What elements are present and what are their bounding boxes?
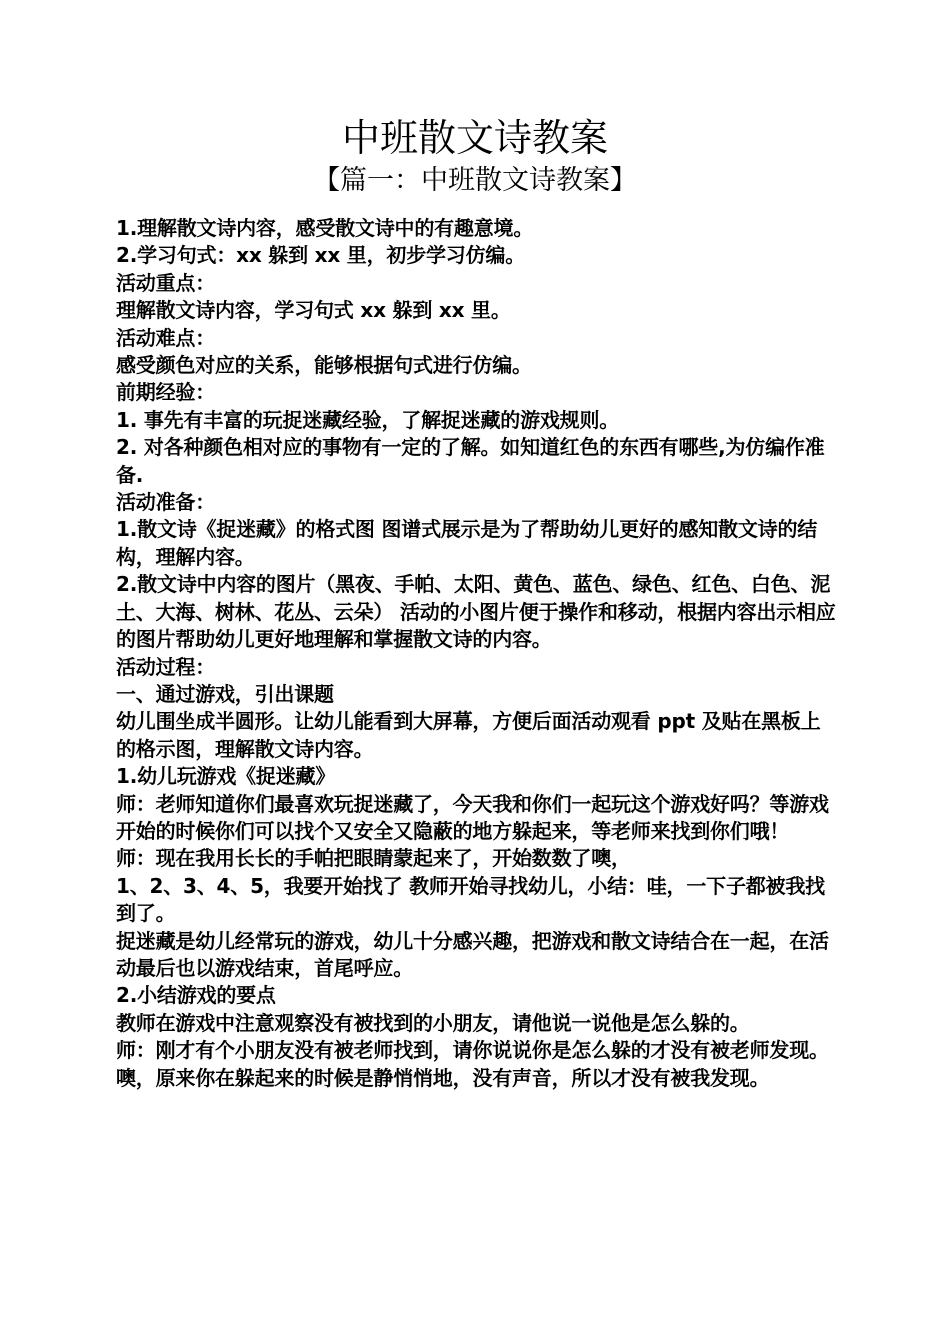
body-paragraph: 教师在游戏中注意观察没有被找到的小朋友，请他说一说他是怎么躲的。: [116, 1010, 750, 1035]
document-body: [116, 215, 838, 1092]
body-paragraph: 1、2、3、4、5，我要开始找了 教师开始寻找幼儿，小结：哇，一下子都被我找到了。: [116, 873, 825, 926]
body-paragraph: 1.散文诗《捉迷藏》的格式图 图谱式展示是为了帮助幼儿更好的感知散文诗的结构，理解内容。: [116, 517, 818, 569]
body-paragraph: 师：老师知道你们最喜欢玩捉迷藏了，今天我和你们一起玩这个游戏好吗？等游戏开始的时候你们可以找个又安全又隐蔽的地方躲起来，等老师来找到你们哦！: [116, 791, 829, 843]
body-paragraph: 2.学习句式：xx 躲到 xx 里，初步学习仿编。: [116, 243, 526, 268]
body-paragraph: 幼儿围坐成半圆形。让幼儿能看到大屏幕，方便后面活动观看 ppt 及贴在黑板上的格示图，理解散文诗内容。: [116, 709, 821, 761]
section-heading: 活动准备：: [116, 490, 215, 515]
document-subtitle: 【篇一：中班散文诗教案】: [313, 165, 637, 196]
body-paragraph: 1. 事先有丰富的玩捉迷藏经验，了解捉迷藏的游戏规则。: [116, 407, 620, 432]
body-paragraph: 2.散文诗中内容的图片（黑夜、手帕、太阳、黄色、蓝色、绿色、红色、白色、泥土、大海、树林、花丛、云朵） 活动的小图片便于操作和移动，根据内容出示相应的图片帮助幼儿更好地理解和掌握散文诗的内容。: [116, 572, 836, 652]
section-heading: 活动难点：: [116, 325, 215, 350]
section-heading: 活动过程：: [116, 654, 215, 679]
body-paragraph: 2. 对各种颜色相对应的事物有一定的了解。如知道红色的东西有哪些,为仿编作准备.: [116, 435, 825, 487]
body-paragraph: 师：刚才有个小朋友没有被老师找到，请你说说你是怎么躲的才没有被老师发现。噢，原来你在躲起来的时候是静悄悄地，没有声音，所以才没有被我发现。: [116, 1038, 829, 1090]
subsection-heading: 一、通过游戏，引出课题: [116, 681, 334, 706]
section-heading: 前期经验：: [116, 380, 215, 405]
body-paragraph: 捉迷藏是幼儿经常玩的游戏，幼儿十分感兴趣，把游戏和散文诗结合在一起，在活动最后也以游戏结束，首尾呼应。: [116, 928, 829, 980]
body-paragraph: 2.小结游戏的要点: [116, 983, 276, 1008]
section-heading: 活动重点：: [116, 270, 215, 295]
body-paragraph: 理解散文诗内容，学习句式 xx 躲到 xx 里。: [116, 298, 511, 323]
document-title: 中班散文诗教案: [341, 116, 608, 160]
body-paragraph: 师：现在我用长长的手帕把眼睛蒙起来了，开始数数了噢，: [116, 846, 631, 871]
body-paragraph: 1.幼儿玩游戏《捉迷藏》: [116, 764, 336, 789]
body-paragraph: 感受颜色对应的关系，能够根据句式进行仿编。: [116, 353, 532, 378]
body-paragraph: 1.理解散文诗内容，感受散文诗中的有趣意境。: [116, 216, 534, 240]
